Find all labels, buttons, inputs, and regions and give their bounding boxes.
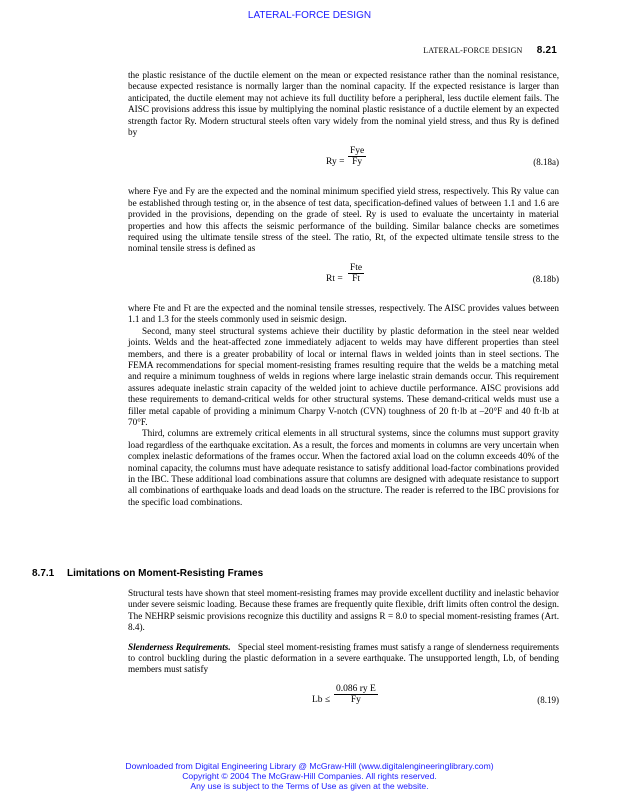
equation-8-19 <box>128 684 559 718</box>
equation-numerator: Fte <box>350 262 363 273</box>
equation-8-18a <box>128 146 559 180</box>
equation-denominator: Fy <box>352 157 363 168</box>
paragraph-7-text: Special steel moment-resisting frames must satisfy a range of slenderness requirements to control buckling during the plastic deformation in a severe earthquake. The unsupported length, Lb, of bending members must satisfy <box>128 641 560 675</box>
equation-fraction <box>348 146 366 167</box>
equation-fraction <box>348 263 364 284</box>
footer-download-link[interactable]: Downloaded from Digital Engineering Library @ McGraw-Hill (www.digitalengineeringlibrary.com) <box>125 761 494 771</box>
equation-lhs: Rt = <box>326 273 343 284</box>
paragraph-6: Structural tests have shown that steel moment-resisting frames may provide excellent ductility and inelastic behavior under severe seismic loading. Because these frames are frequently quite flexible, drift limits often control the design. The NEHRP seismic provisions recognize this ductility and assigns R = 8.0 to special moment-resisting frames (Art. 8.4). <box>128 588 559 633</box>
equation-8-18b <box>128 263 559 297</box>
running-head <box>423 45 557 56</box>
equation-number: (8.19) <box>537 694 559 705</box>
body-column-bottom <box>128 588 559 718</box>
paragraph-7 <box>128 642 559 676</box>
section-title: Limitations on Moment-Resisting Frames <box>67 568 264 579</box>
footer-terms-link[interactable]: Any use is subject to the Terms of Use as given at the website. <box>190 781 429 791</box>
paragraph-4: Second, many steel structural systems achieve their ductility by plastic deformation in the steel near welded joints. Welds and the heat-affected zone immediately adjacent to welds may have different properties than steel members, and there is a greater probability of local or internal flaws in welded joints than in steel sections. The FEMA recommendations for special moment-resisting frames resulting require that the welds be a matching metal and require a minimum toughness of welds in regions where large inelastic strain demands occur. This requirement assures adequate inelastic strain capacity of the welded joint to achieve ductile performance. AISC provisions add these requirements to demand-critical welds for other structural systems. These demand-critical welds must use a filler metal capable of providing a minimum Charpy V-notch (CVN) toughness of 20 ft·lb at –20°F and 40 ft·lb at 70°F. <box>128 325 559 427</box>
paragraph-3: where Fte and Ft are the expected and the nominal tensile stresses, respectively. The AISC provides values between 1.1 and 1.3 for the steels commonly used in seismic design. <box>128 302 559 325</box>
equation-denominator: Ft <box>352 273 361 284</box>
section-heading <box>32 568 263 579</box>
equation-numerator: Fye <box>350 146 365 157</box>
page-number: 8.21 <box>536 45 557 56</box>
footer <box>0 761 619 791</box>
top-banner: LATERAL-FORCE DESIGN <box>247 10 372 21</box>
run-in-heading: Slenderness Requirements. <box>128 641 231 652</box>
paragraph-5: Third, columns are extremely critical elements in all structural systems, since the columns must support gravity load regardless of the earthquake excitation. As a result, the forces and moments in columns are very uncertain when complex inelastic deformations of the frames occur. When the factored axial load on the column exceeds 40% of the nominal capacity, the columns must have adequate resistance to satisfy additional load-factor combinations provided in the IBC. These additional load combinations assure that columns are designed with adequate resistance to support all combinations of earthquake loads and dead loads on the structure. The reader is referred to the IBC provisions for the specific load combinations. <box>128 428 559 507</box>
footer-copyright: Copyright © 2004 The McGraw-Hill Companies. All rights reserved. <box>182 771 437 781</box>
equation-lhs: Ry = <box>326 157 345 168</box>
equation-number: (8.18a) <box>533 157 559 168</box>
body-column-top <box>128 70 559 508</box>
running-title: LATERAL-FORCE DESIGN <box>423 46 523 55</box>
equation-lhs: Lb ≤ <box>312 694 331 705</box>
equation-numerator: 0.086 ry E <box>336 683 376 694</box>
equation-denominator: Fy <box>350 694 361 705</box>
equation-number: (8.18b) <box>532 273 559 284</box>
equation-fraction <box>334 684 378 705</box>
paragraph-1: the plastic resistance of the ductile element on the mean or expected resistance rather than the nominal resistance, because expected resistance is normally larger than the nominal capacity. If the expected resistance is larger than anticipated, the ductile element may not achieve its full ductility before a peripheral, less ductile element fails. The AISC provisions address this issue by multiplying the nominal plastic resistance of a ductile element by an expected strength factor Ry. Modern structural steels often vary widely from the nominal yield stress, and thus Ry is defined by <box>128 70 559 138</box>
section-number: 8.7.1 <box>32 568 55 579</box>
paragraph-2: where Fye and Fy are the expected and the nominal minimum specified yield stress, respectively. This Ry value can be established through testing or, in the absence of test data, specification-defined values of between 1.1 and 1.6 are provided in the provisions, depending on the grade of steel. Ry is used to evaluate the uncertainty in material properties and how this affects the seismic performance of the building. Similar balance checks are sometimes required using the ultimate tensile stress of the steel. The ratio, Rt, of the expected ultimate tensile stress to the nominal tensile stress is defined as <box>128 186 559 254</box>
